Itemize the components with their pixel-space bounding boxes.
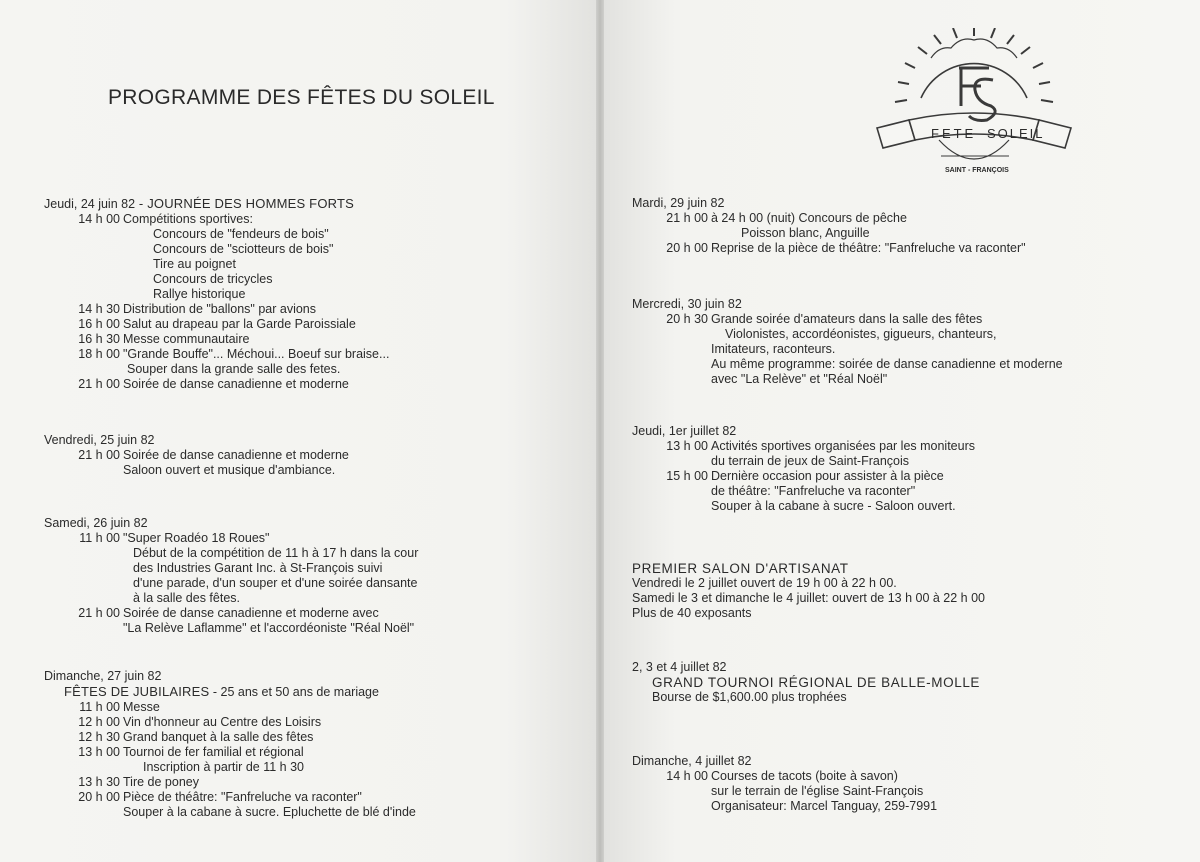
event-row: 20 h 00 Pièce de théâtre: "Fanfreluche va raconter" Souper à la cabane à sucre. Epluchette de blé d'inde — [78, 790, 416, 819]
day-heading: Samedi, 26 juin 82 — [44, 516, 148, 530]
day-section — [44, 516, 584, 636]
tournament-section — [632, 660, 1172, 705]
salon-title: PREMIER SALON D'ARTISANAT — [632, 561, 849, 576]
event-row: 20 h 00 Reprise de la pièce de théâtre: "Fanfreluche va raconter" — [666, 241, 1026, 255]
fete-soleil-sun-logo — [869, 28, 1079, 188]
tournament-title: GRAND TOURNOI RÉGIONAL DE BALLE-MOLLE — [652, 675, 981, 690]
day-section — [632, 754, 1172, 814]
event-row: 21 h 00 Soirée de danse canadienne et moderne avec "La Relève Laflamme" et l'accordéoniste "Réal Noël" — [78, 606, 415, 635]
event-row: 18 h 00 "Grande Bouffe"... Méchoui... Boeuf sur braise... Souper dans la grande salle des fetes. — [78, 347, 390, 376]
tournament-date: 2, 3 et 4 juillet 82 — [632, 660, 727, 674]
logo-subtitle: SAINT - FRANÇOIS — [945, 167, 1009, 174]
day-section — [632, 424, 1172, 514]
event-row: Concours de "fendeurs de bois" Concours de "sciotteurs de bois" Tire au poignet Concours de tricycles Rallye historique — [153, 227, 334, 301]
event-row: 13 h 00 Tournoi de fer familial et régional Inscription à partir de 11 h 30 — [78, 745, 304, 774]
day-section — [44, 433, 584, 478]
day-heading: Dimanche, 4 juillet 82 — [632, 754, 752, 768]
day-heading: Mardi, 29 juin 82 — [632, 196, 725, 210]
event-row: 16 h 00 Salut au drapeau par la Garde Paroissiale — [78, 317, 356, 331]
event-row: 12 h 30 Grand banquet à la salle des fêtes — [78, 730, 314, 744]
tournament-prize: Bourse de $1,600.00 plus trophées — [652, 690, 847, 704]
event-row: 20 h 30 Grande soirée d'amateurs dans la salle des fêtes Violonistes, accordéonistes, gigueurs, chanteurs, Imitateurs, raconteurs. Au même programme: soirée de danse canadienne et moderne avec "La Relève" et "Réal Noël" — [666, 312, 1063, 386]
logo-banner-right: SOLEIL — [987, 126, 1045, 141]
event-row: 14 h 30 Distribution de "ballons" par avions — [78, 302, 317, 316]
right-page — [604, 0, 1200, 862]
event-row: 16 h 30 Messe communautaire — [78, 332, 250, 346]
event-row: 13 h 00 Activités sportives organisées par les moniteurs du terrain de jeux de Saint-François — [666, 439, 976, 468]
event-row: 11 h 00 "Super Roadéo 18 Roues" Début de la compétition de 11 h à 17 h dans la cour des Industries Garant Inc. à St-François suivi d'une parade, d'un souper et d'une soirée dansante à la salle des fêtes. — [79, 531, 419, 605]
event-row: 14 h 00 Compétitions sportives: — [78, 212, 253, 226]
event-row: 21 h 00 à 24 h 00 (nuit) Concours de pêche Poisson blanc, Anguille — [666, 211, 907, 240]
day-section — [632, 297, 1172, 387]
salon-line: Samedi le 3 et dimanche le 4 juillet: ouvert de 13 h 00 à 22 h 00 — [632, 591, 986, 605]
logo-banner-left: FETE — [931, 126, 977, 141]
event-row: 15 h 00 Dernière occasion pour assister à la pièce de théâtre: "Fanfreluche va raconter" Souper à la cabane à sucre - Saloon ouvert. — [666, 469, 956, 513]
day-heading: Jeudi, 1er juillet 82 — [632, 424, 737, 438]
day-section — [44, 196, 584, 392]
page-title: PROGRAMME DES FÊTES DU SOLEIL — [108, 86, 495, 109]
salon-section — [632, 561, 1172, 621]
day-section — [44, 669, 584, 820]
day-heading: Mercredi, 30 juin 82 — [632, 297, 742, 311]
event-row: 13 h 30 Tire de poney — [78, 775, 199, 789]
day-heading: Vendredi, 25 juin 82 — [44, 433, 155, 447]
event-row: 12 h 00 Vin d'honneur au Centre des Loisirs — [78, 715, 322, 729]
salon-line: Plus de 40 exposants — [632, 606, 752, 620]
booklet-gutter — [596, 0, 604, 862]
event-row: 21 h 00 Soirée de danse canadienne et moderne Saloon ouvert et musique d'ambiance. — [78, 448, 349, 477]
day-section — [632, 196, 1172, 256]
day-subheading: FÊTES DE JUBILAIRES - 25 ans et 50 ans de mariage — [64, 684, 379, 699]
event-row: 14 h 00 Courses de tacots (boite à savon) sur le terrain de l'église Saint-François Organisateur: Marcel Tanguay, 259-7991 — [666, 769, 938, 813]
event-row: 11 h 00 Messe — [79, 700, 160, 714]
day-heading: Jeudi, 24 juin 82 - JOURNÉE DES HOMMES FORTS — [44, 196, 355, 211]
salon-line: Vendredi le 2 juillet ouvert de 19 h 00 à 22 h 00. — [632, 576, 897, 590]
day-heading: Dimanche, 27 juin 82 — [44, 669, 162, 683]
left-page — [0, 0, 596, 862]
event-row: 21 h 00 Soirée de danse canadienne et moderne — [78, 377, 349, 391]
